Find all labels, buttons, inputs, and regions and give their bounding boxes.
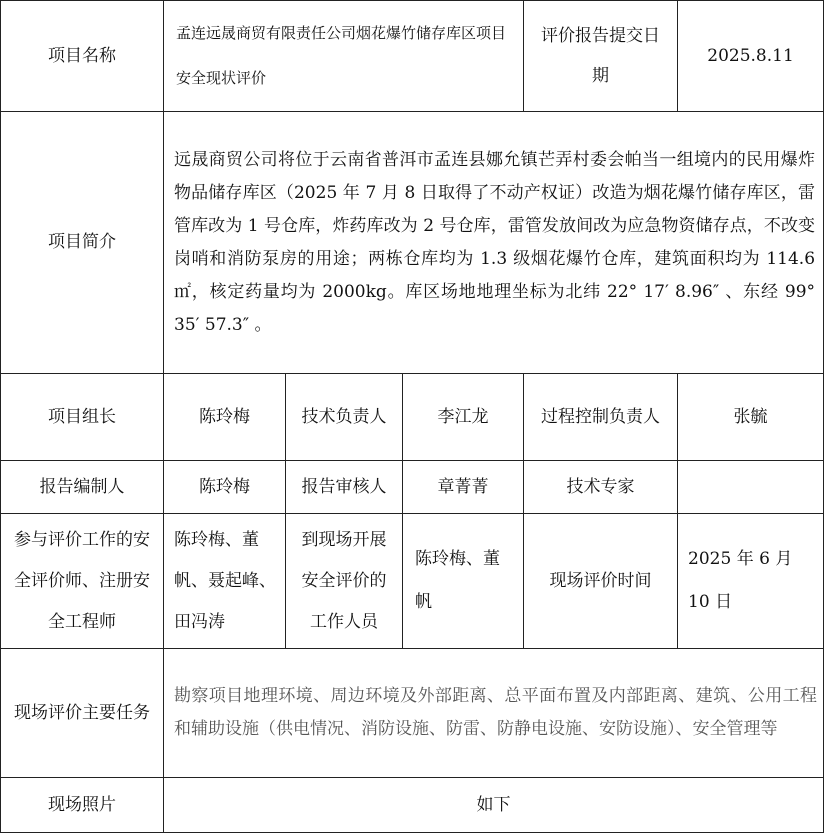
row-team bbox=[1, 374, 824, 461]
tech-lead-value: 李江龙 bbox=[403, 374, 524, 461]
compiler-label: 报告编制人 bbox=[1, 461, 164, 514]
evaluators-value: 陈玲梅、董帆、聂起峰、田冯涛 bbox=[164, 514, 286, 649]
leader-label: 项目组长 bbox=[1, 374, 164, 461]
process-control-label: 过程控制负责人 bbox=[524, 374, 678, 461]
tasks-label: 现场评价主要任务 bbox=[1, 649, 164, 778]
onsite-time-label: 现场评价时间 bbox=[524, 514, 678, 649]
project-intro-label: 项目简介 bbox=[1, 112, 164, 374]
tech-lead-label: 技术负责人 bbox=[286, 374, 403, 461]
row-project-intro bbox=[1, 112, 824, 374]
row-tasks bbox=[1, 649, 824, 778]
reviewer-label: 报告审核人 bbox=[286, 461, 403, 514]
compiler-value: 陈玲梅 bbox=[164, 461, 286, 514]
row-evaluators bbox=[1, 514, 824, 649]
leader-value: 陈玲梅 bbox=[164, 374, 286, 461]
project-name-label: 项目名称 bbox=[1, 1, 164, 112]
evaluators-label: 参与评价工作的安全评价师、注册安全工程师 bbox=[1, 514, 164, 649]
expert-value bbox=[678, 461, 824, 514]
photos-value: 如下 bbox=[164, 778, 824, 833]
report-date-label: 评价报告提交日期 bbox=[524, 1, 678, 112]
project-intro-text: 远晟商贸公司将位于云南省普洱市孟连县娜允镇芒弄村委会帕当一组境内的民用爆炸物品储存库区（2025 年 7 月 8 日取得了不动产权证）改造为烟花爆竹储存库区，雷管库改为 1 号仓库，炸药库改为 2 号仓库，雷管发放间改为应急物资储存点，不改变岗哨和消防泵房的用途；两栋仓库均为 1.3 级烟花爆竹仓库，建筑面积均为 114.6㎡，核定药量均为 2000kg。库区场地地理坐标为北纬 22° 17′ 8.96″ 、东经 99° 35′ 57.3″ 。 bbox=[164, 112, 824, 374]
row-project-name bbox=[1, 1, 824, 112]
reviewer-value: 章菁菁 bbox=[403, 461, 524, 514]
process-control-value: 张毓 bbox=[678, 374, 824, 461]
onsite-staff-value: 陈玲梅、董帆 bbox=[403, 514, 524, 649]
onsite-time-value: 2025 年 6 月 10 日 bbox=[678, 514, 824, 649]
row-report bbox=[1, 461, 824, 514]
tasks-text: 勘察项目地理环境、周边环境及外部距离、总平面布置及内部距离、建筑、公用工程和辅助设施（供电情况、消防设施、防雷、防静电设施、安防设施）、安全管理等 bbox=[164, 649, 824, 778]
photos-label: 现场照片 bbox=[1, 778, 164, 833]
onsite-staff-label: 到现场开展安全评价的工作人员 bbox=[286, 514, 403, 649]
row-photos bbox=[1, 778, 824, 833]
project-name-value: 孟连远晟商贸有限责任公司烟花爆竹储存库区项目安全现状评价 bbox=[164, 1, 524, 112]
expert-label: 技术专家 bbox=[524, 461, 678, 514]
report-date-value: 2025.8.11 bbox=[678, 1, 824, 112]
